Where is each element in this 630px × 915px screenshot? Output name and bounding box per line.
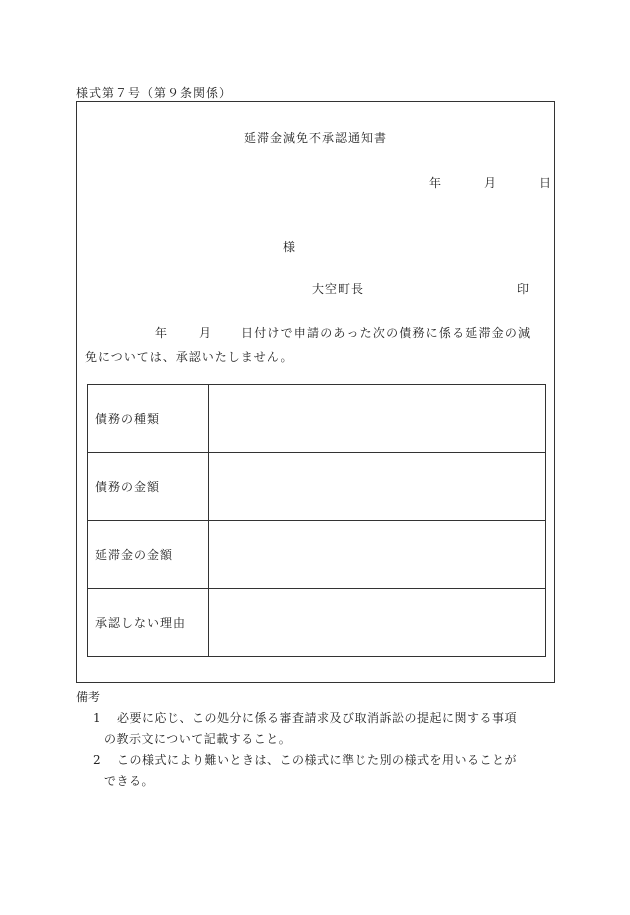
row-label: 延滞金の金額	[88, 521, 209, 589]
seal-mark: 印	[517, 282, 530, 296]
body-month-label: 月	[199, 326, 212, 340]
row-label: 承認しない理由	[88, 589, 209, 657]
date-year-label: 年	[429, 176, 442, 190]
table-row	[88, 521, 546, 589]
body-year-label: 年	[155, 326, 168, 340]
row-value	[209, 521, 546, 589]
table-row	[88, 453, 546, 521]
remark-line: この様式により難いときは、この様式に準じた別の様式を用いることが	[117, 753, 518, 767]
row-label: 債務の金額	[88, 453, 209, 521]
addressee-suffix: 様	[283, 240, 296, 254]
row-label: 債務の種類	[88, 385, 209, 453]
body-line-1-text: 日付けで申請のあった次の債務に係る延滞金の減	[241, 326, 532, 340]
body-line-2: 免については、承認いたしません。	[85, 350, 294, 364]
remark-number: 2	[93, 753, 102, 767]
notice-frame	[76, 101, 555, 683]
document-title: 延滞金減免不承認通知書	[243, 131, 387, 145]
table-row	[88, 589, 546, 657]
remarks-title: 備考	[76, 690, 101, 704]
remark-line: の教示文について記載すること。	[104, 732, 292, 746]
form-number: 様式第７号（第９条関係）	[76, 86, 233, 100]
remark-line: できる。	[104, 774, 155, 788]
date-month-label: 月	[484, 176, 497, 190]
detail-table	[87, 384, 546, 657]
date-day-label: 日	[539, 176, 552, 190]
table-row	[88, 385, 546, 453]
issuer-title: 大空町長	[312, 282, 365, 296]
remark-number: 1	[93, 711, 102, 725]
remark-line: 必要に応じ、この処分に係る審査請求及び取消訴訟の提起に関する事項	[117, 711, 518, 725]
row-value	[209, 385, 546, 453]
row-value	[209, 589, 546, 657]
row-value	[209, 453, 546, 521]
